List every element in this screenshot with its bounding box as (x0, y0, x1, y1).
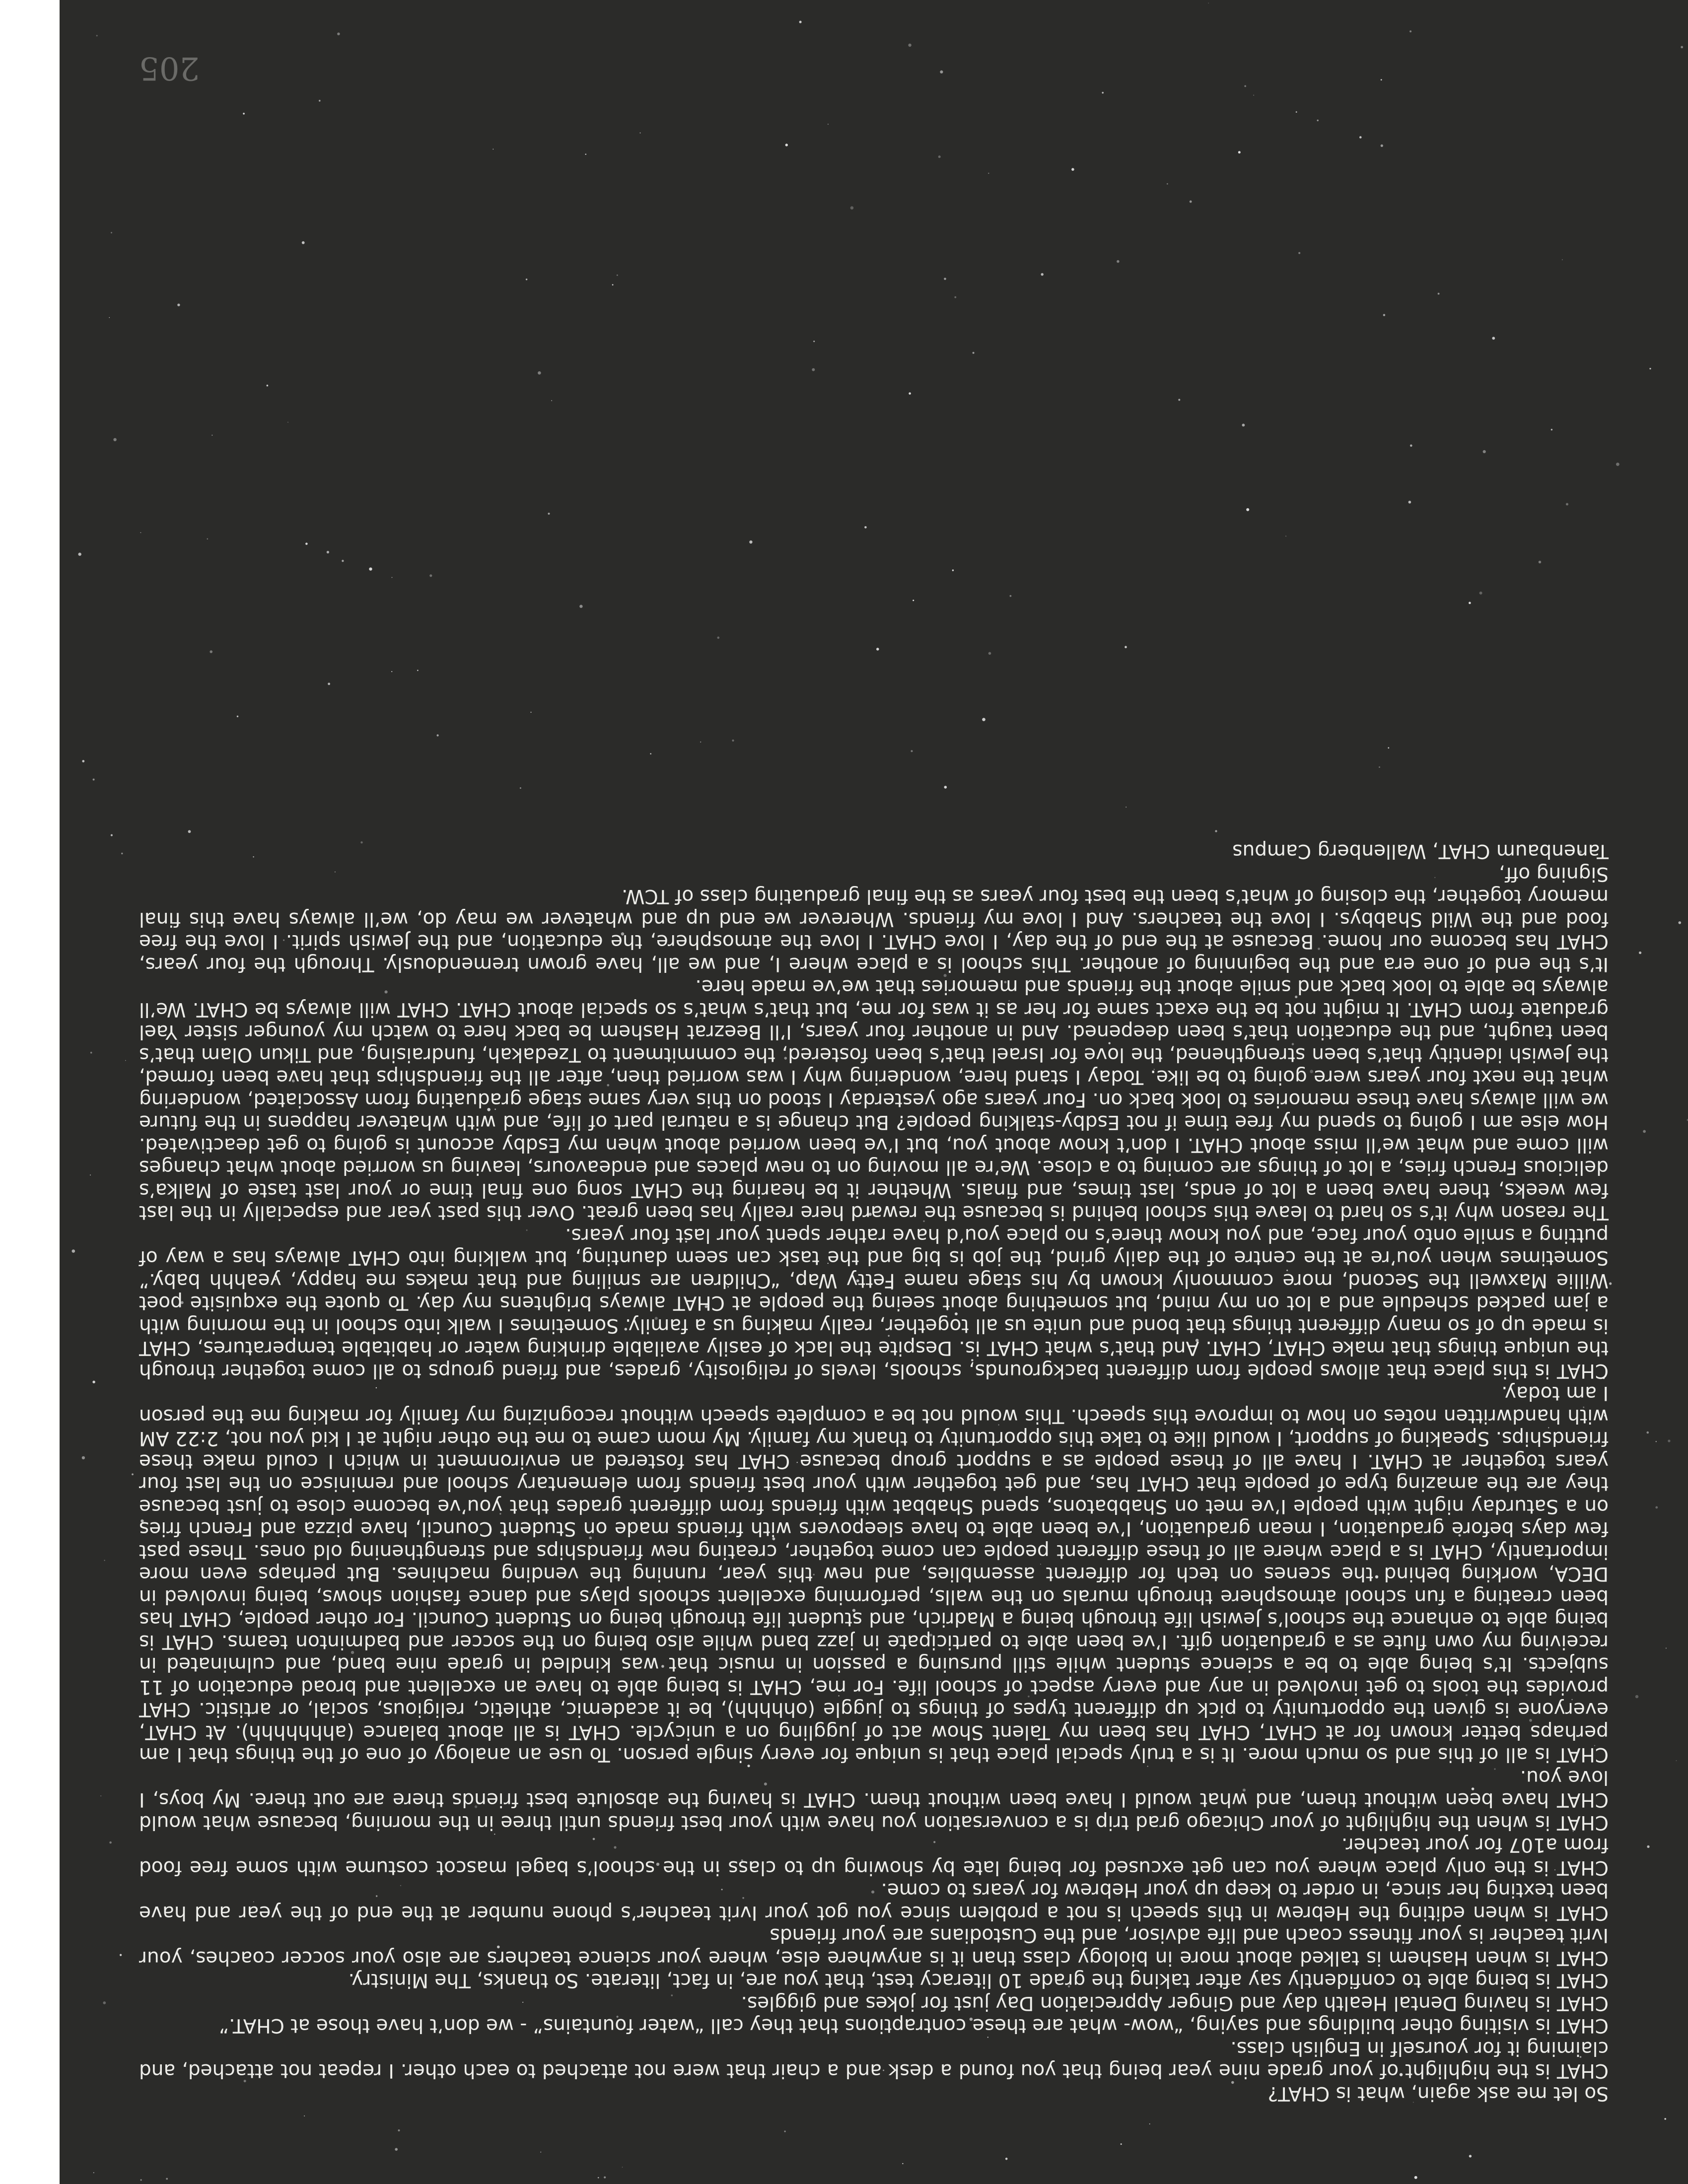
star (1649, 368, 1651, 369)
star (551, 400, 552, 401)
star (622, 2167, 623, 2168)
star (82, 760, 84, 762)
star (90, 1174, 91, 1175)
star (612, 284, 614, 285)
star (1125, 646, 1127, 648)
star (813, 341, 815, 342)
star (1244, 85, 1246, 87)
star (1125, 807, 1126, 808)
star (1178, 399, 1180, 401)
star (177, 304, 180, 306)
star (109, 317, 110, 318)
star (111, 232, 112, 233)
star (1408, 501, 1411, 504)
star (812, 368, 815, 371)
star (1666, 1647, 1667, 1648)
speech-paragraph: CHAT is all of this and so much more. It is a truly special place that is unique for every single person. To use an analogy of one of the things that I am perhaps better known for at CHAT, CHAT has been my Talent Show act of juggling on a unicycle. CHAT is all about balance (ahhhhhhh). At CHAT, everyone is given the opportunity to pick up different types of things to juggle (ohhhhh), be it academic, athletic, religious, social, or artistic. CHAT provides the tools to get involved in any and every aspect of school life. For me, CHAT is being able to have an excellent and broad education of 11 subjects. It’s being able to be a science student while still pursuing a passion in music that was kindled in grade nine band, and culminated in receiving my own flute as a graduation gift. I’ve been able to participate in jazz band while also being on the soccer and badminton teams. CHAT is being able to enhance the school’s Jewish life through being a Madrich, and student life through being on Student Council. For other people, CHAT has been creating a fun school atmosphere through murals on the walls, performing excellent schools plays and dance fashion shows, being involved in DECA, working behind the scenes on tech for different assemblies, and new this year, running the vending machines. But perhaps even more importantly, CHAT is a place where all of these different people can come together, creating new friendships and strengthening old ones. These past few days before graduation, I mean graduation, I’ve been able to have sleepovers with friends made on Student Council, have pizza and French fries on a Saturday night with people I’ve met on Shabbatons, spend Shabbat with friends from different grades that you’ve become close to just because they are the amazing type of people that CHAT has, and get together with your best friends from elementary school and reminisce on the last four years together at CHAT. I have all of these people as a support group because CHAT has fostered an environment in which I could make these friendships. Speaking of support, I would like to take this opportunity to thank my family. My mom came to me the other night at I kid you not, 2:22 AM with handwritten notes on how to improve this speech. This would not be a complete speech without recognizing my family for making me the person I am today. (139, 1382, 1609, 1766)
star (799, 21, 802, 23)
star (305, 543, 308, 545)
star (650, 753, 651, 754)
speech-paragraph: CHAT is when editing the Hebrew in this speech is not a problem since you got your Ivrit teacher’s phone number at the end of the year and have been texting her since, in order to keep up your Hebrew for years to come. (139, 1879, 1609, 1924)
star (1285, 536, 1286, 537)
star (598, 2177, 599, 2179)
star (121, 853, 123, 854)
star (141, 2179, 142, 2181)
star (1609, 1282, 1612, 1285)
star (1388, 747, 1389, 749)
speech-text (139, 840, 1609, 2105)
star (785, 143, 788, 146)
star (429, 574, 432, 577)
star (1647, 1845, 1649, 1848)
star (1539, 561, 1541, 563)
star (538, 371, 541, 375)
star (120, 1954, 122, 1956)
star (113, 438, 116, 441)
star (1296, 111, 1297, 113)
star (531, 712, 532, 713)
star (492, 149, 493, 150)
star (1041, 273, 1044, 275)
star (132, 1473, 134, 1475)
star (938, 155, 941, 158)
star (1414, 2176, 1417, 2179)
star (902, 2163, 903, 2164)
star (828, 124, 829, 125)
star (988, 652, 991, 655)
star (125, 1060, 126, 1061)
star (520, 787, 521, 789)
star (100, 1795, 101, 1796)
star (1664, 2118, 1666, 2120)
star (911, 750, 913, 752)
star (700, 742, 701, 743)
star (327, 551, 329, 553)
star (328, 682, 330, 685)
star (109, 1842, 112, 1844)
star (1317, 120, 1319, 121)
signoff-school-name: Tanenbaum CHAT, Wallenberg Campus (1232, 840, 1609, 863)
star (1117, 260, 1119, 263)
star (982, 718, 985, 721)
speech-paragraph: CHAT is having Dental Health day and Ginger Appreciation Day just for jokes and giggles. (741, 1992, 1609, 2014)
star (1238, 151, 1241, 153)
star (1253, 95, 1254, 96)
star (1438, 293, 1440, 295)
star (876, 648, 879, 651)
star (784, 2130, 786, 2132)
star (1681, 46, 1683, 49)
star (1379, 766, 1380, 768)
star (909, 392, 911, 395)
star (1410, 444, 1412, 447)
star (940, 70, 943, 73)
star (1246, 508, 1249, 511)
star (1668, 1439, 1670, 1442)
star (92, 1381, 95, 1383)
star (1616, 463, 1619, 466)
star (1679, 921, 1682, 924)
star (342, 560, 344, 562)
star (210, 650, 212, 653)
star (617, 274, 618, 276)
star (337, 32, 340, 35)
star (1121, 2143, 1122, 2145)
star (1639, 952, 1641, 954)
star (90, 1052, 92, 1054)
signoff-line: Signing off, (1499, 863, 1609, 885)
speech-paragraph: The reason why it’s so hard to leave this school behind is because the reward here really has been great. Over this past year and especially in the last few weeks, there have been a lot of ends, last times, and finals. Whether it be hearing the CHAT song one final time or your last taste of Malka’s delicious French fries, a lot of things are coming to a close. We’re all moving on to new places and endeavours, leaving us worried about what changes will come and what we’ll miss about CHAT. I don’t know about you, but I’ve been worried about when my Esdby account is going to get deactivated. How else am I going to spend my free time if not Esdby-stalking people? But change is a natural part of life, and with whatever happens in the future we will always have these memories to look back on. Four years ago yesterday I stood on this very same stage graduating from Associated, wondering what the next four years were going to be like. Today I stand here, wondering why I was worried then, after all the friendships that have been formed, the Jewish identity that’s been strengthened, the love for Israel that’s been fostered, the commitment to Tzedakah, fundraising, and Tikun Olam that’s been taught, and the education that’s been deepened. And in another four years, I’ll Beezrat Hashem be back here to watch my younger sister Yael graduate from CHAT. It might not be the exact same for her as it was for me, but that’s what’s so special about CHAT. CHAT will always be CHAT. We’ll always be able to look back and smile about the friends and memories that we’ve made here. (139, 975, 1609, 1224)
star (319, 100, 321, 102)
star (78, 552, 81, 555)
star (1298, 252, 1300, 254)
star (526, 278, 527, 280)
star (1483, 450, 1486, 453)
star (243, 113, 245, 115)
star (749, 541, 752, 544)
star (732, 740, 734, 742)
star (850, 206, 854, 210)
star (1010, 595, 1012, 597)
star (1409, 30, 1411, 32)
star (1381, 79, 1382, 80)
speech-paragraph: CHAT is when the highlight of your Chicago grad trip is a conversation you have with your best friends until three in the morning, because what would CHAT have been without them, and what would I have been without them. CHAT is having the absolute best friends there are out there. My boys, I love you. (139, 1766, 1609, 1834)
star (166, 2178, 168, 2180)
star (72, 1249, 75, 1253)
star (640, 133, 641, 134)
star (369, 567, 372, 570)
star (864, 526, 867, 529)
star (579, 605, 582, 608)
star (267, 385, 269, 387)
star (1359, 136, 1362, 138)
star (952, 569, 954, 571)
star (548, 513, 550, 515)
star (1242, 423, 1245, 426)
star (140, 532, 141, 533)
star (103, 2001, 106, 2004)
speech-paragraph: CHAT is the highlight of your grade nine year being that you found a desk and a chair that were not attached to each other. I repeat not attached, and claiming it for yourself in English class. (139, 2037, 1609, 2082)
star (1647, 1432, 1649, 1434)
star (1643, 1130, 1646, 1133)
star (585, 154, 587, 155)
star (1655, 1506, 1658, 1509)
star (1149, 2123, 1150, 2124)
star (540, 2152, 541, 2153)
star (1566, 503, 1568, 505)
speech-intro: So let me ask again, what is CHAT? (1267, 2082, 1609, 2105)
star (395, 2148, 398, 2151)
star (82, 1456, 85, 1459)
star (1005, 2158, 1008, 2160)
star (111, 834, 113, 836)
speech-paragraph: CHAT is this place that allows people from different backgrounds, schools, levels of religiosity, grades, and friend groups to all come together through the unique things that make CHAT, CHAT. And that’s what CHAT is. Despite the lack of easily available drinking water or habitable temperatures, CHAT is made up of so many different things that bond and unite us all together, really making us a family. Sometimes I walk into school in the morning with a jam packed schedule and a lot on my mind, but something about seeing the people at CHAT always brightens my day. To quote the exquisite poet Willie Maxwell the Second, more commonly known by his stage name Fetty Wap, “Children are smiling and that makes me happy, yeahhh baby.” Sometimes when you’re at the centre of the daily grind, the job is big and the task can seem daunting, but walking into CHAT always has a way of putting a smile onto your face, and you know there’s no place you’d have rather spent your last four years. (139, 1224, 1609, 1382)
star (93, 779, 95, 781)
speech-paragraph: CHAT is the only place where you can get excused for being late by showing up to class in the school’s bagel mascot costume with some free food from a107 for your teacher. (139, 1834, 1609, 1879)
star (1102, 92, 1104, 94)
star (96, 35, 98, 36)
star (944, 786, 947, 789)
star (207, 539, 208, 540)
star (211, 435, 212, 436)
star (1676, 1760, 1677, 1761)
star (1469, 2155, 1472, 2157)
starry-night-background (60, 0, 1688, 2184)
star (302, 241, 305, 244)
speech-paragraph: CHAT is being able to confidently say after taking the grade 10 literacy test, that you are, in fact, literate. So thanks, The Ministry. (348, 1969, 1609, 1992)
star (944, 278, 946, 280)
star (1469, 602, 1471, 604)
speech-paragraph: CHAT is when Hashem is talked about more in biology class than it is anywhere else, where your science teachers are also your soccer coaches, your Ivrit teacher is your fitness coach and life advisor, and the Custodians are your friends (139, 1924, 1609, 1969)
star (1635, 1695, 1638, 1698)
star (988, 173, 989, 174)
star (1208, 2, 1209, 3)
star (1190, 201, 1192, 203)
star (1381, 144, 1383, 147)
star (417, 670, 419, 671)
star (391, 671, 392, 672)
speech-paragraph: It’s the end of one era and the beginning of another. This school is a place where I, and we all, have grown tremendously. Through the four years, CHAT has become our home. Because at the end of the day, I love CHAT. I love the atmosphere, the education, and the Jewish spirit. I love the free food and the Wild Shabbys. I love the teachers. And I love my friends. Wherever we end up and whatever we may do, we’ll always have this final memory together, the closing of what’s been the best four years as the final graduating class of TCW. (139, 885, 1609, 975)
star (717, 636, 720, 639)
star (604, 2177, 606, 2179)
star (1383, 314, 1385, 316)
star (1479, 592, 1482, 595)
star (1562, 259, 1563, 260)
star (287, 422, 288, 423)
star (237, 716, 238, 717)
star (104, 1560, 105, 1561)
star (913, 600, 914, 601)
star (908, 44, 911, 47)
page-number: 205 (139, 50, 200, 86)
star (437, 734, 439, 736)
star (188, 830, 191, 833)
star (1656, 1441, 1657, 1442)
star (1071, 168, 1074, 171)
star (1492, 337, 1495, 340)
star (1551, 429, 1552, 430)
star (1167, 183, 1168, 185)
speech-paragraph: CHAT is visiting other buildings and saying, “wow- what are these contraptions that they call “water fountains” - we don’t have those at CHAT.” (218, 2014, 1609, 2037)
star (398, 2129, 400, 2131)
star (392, 577, 393, 578)
star (973, 352, 975, 354)
star (93, 2172, 94, 2173)
star (1215, 830, 1217, 832)
star (954, 296, 956, 298)
